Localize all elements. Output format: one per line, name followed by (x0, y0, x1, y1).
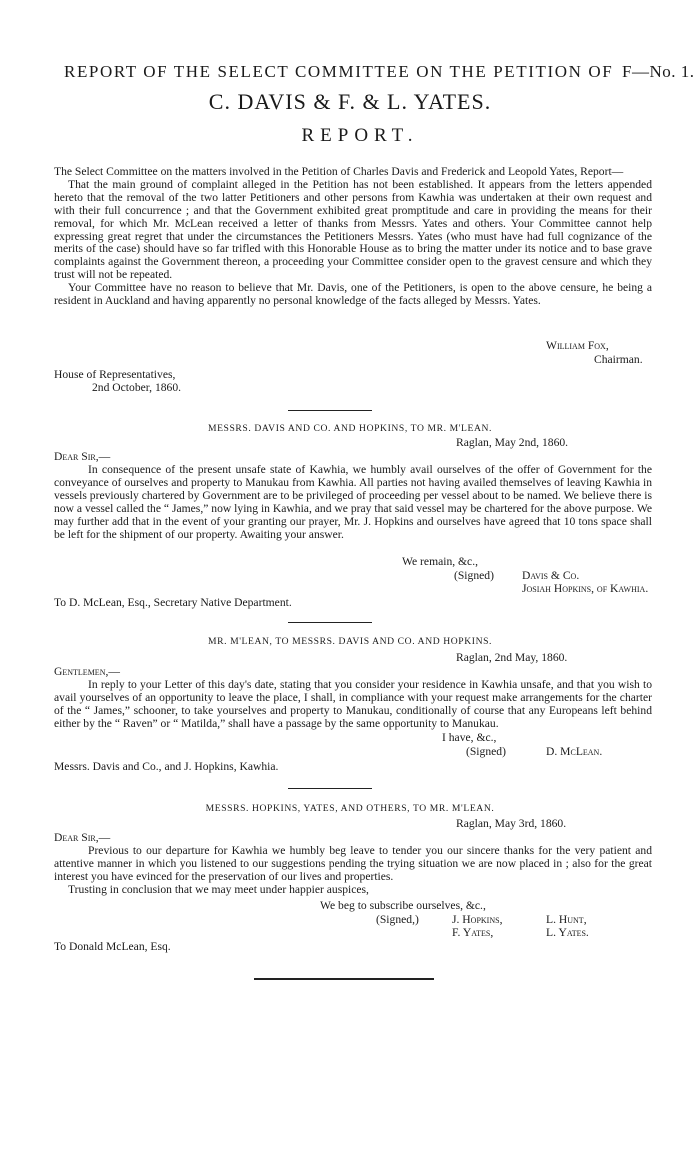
letter-3-addressee: To Donald McLean, Esq. (54, 940, 171, 953)
letter-2-heading: MR. M'LEAN, TO MESSRS. DAVIS AND CO. AND HOPKINS. (207, 636, 493, 647)
running-title: REPORT OF THE SELECT COMMITTEE ON THE PETITION OF (64, 62, 614, 81)
letter-2-salutation: Gentlemen,— (54, 665, 120, 678)
letter-1-closing: We remain, &c., (402, 555, 479, 568)
letter-1-body: In consequence of the present unsafe state of Kawhia, we humbly avail ourselves of the offer of Government for the conveyance of ourselves and property to Manukau from Kawhia. All parties not having availed themselves of leaving Kawhia in vessels previously chartered by Government are to be privileged of proceeding per vessel about to be named. We believe there is now a vessel called the “ James,” now lying in Kawhia, and we pray that said vessel may be chartered for the above purpose. We may further add that in the event of your granting our prayer, Mr. J. Hopkins and ourselves have agreed that 10 tons space shall be left for the shipment of our property. Awaiting your answer. (54, 463, 652, 541)
letter-2-signature: D. McLean. (546, 745, 603, 758)
report-para-1: The Select Committee on the matters involved in the Petition of Charles Davis and Frederick and Leopold Yates, Report— (54, 165, 624, 178)
petitioners-names: C. DAVIS & F. & L. YATES. (208, 89, 492, 114)
letter-3-body-2: Trusting in conclusion that we may meet under happier auspices, (68, 882, 369, 896)
letter-1-addressee: To D. McLean, Esq., Secretary Native Department. (54, 596, 292, 609)
letter-2-signed: (Signed) (466, 745, 506, 758)
report-body (54, 166, 652, 308)
letter-2-closing: I have, &c., (442, 731, 497, 744)
report-signer: William Fox, (546, 339, 609, 352)
letter-3-signature-1: J. Hopkins, (452, 913, 503, 926)
letter-3-heading: MESSRS. HOPKINS, YATES, AND OTHERS, TO MR. M'LEAN. (205, 803, 495, 814)
letter-1-heading: MESSRS. DAVIS AND CO. AND HOPKINS, TO MR. M'LEAN. (207, 423, 493, 434)
letter-3-closing: We beg to subscribe ourselves, &c., (320, 899, 486, 912)
report-signer-title: Chairman. (594, 353, 643, 366)
letter-2-body-block (54, 679, 652, 731)
report-heading: REPORT. (301, 125, 419, 146)
letter-3-signature-3: L. Hunt, (546, 913, 587, 926)
letter-3-salutation: Dear Sir,— (54, 831, 111, 844)
letter-3-body-block (54, 845, 652, 897)
letter-1-signature-1: Davis & Co. (522, 569, 580, 582)
closing-rule (254, 978, 434, 980)
section-divider (288, 410, 372, 411)
report-para-3: Your Committee have no reason to believe that Mr. Davis, one of the Petitioners, is open to the above censure, he being a resident in Auckland and having apparently no personal knowledge of the facts alleged by Messrs. Yates. (54, 281, 652, 308)
report-para-2: That the main ground of complaint alleged in the Petition has not been established. It appears from the letters appended hereto that the removal of the two latter Petitioners and other persons from Kawhia was undertaken at their own request and with their full concurrence ; and that the Government exhibited great promptitude and care in providing the means for their removal, for which Mr. McLean received a letter of thanks from Messrs. Yates and others. Your Committee cannot help expressing great regret that under the circumstances the Petitioners Messrs. Yates (who must have had full cognizance of the merits of the case) should have so far trifled with this Honorable House as to bring the matter under its notice and to base grave complaints against the Government thereon, a proceeding your Committee consider open to the gravest censure and which they trust will not be repeated. (54, 177, 652, 282)
letter-1-dateline: Raglan, May 2nd, 1860. (456, 436, 569, 449)
letter-1-signed: (Signed) (454, 569, 494, 582)
letter-1-signature-2: Josiah Hopkins, of Kawhia. (522, 582, 649, 595)
letter-3-signed: (Signed,) (376, 913, 419, 926)
letter-3-dateline: Raglan, May 3rd, 1860. (456, 817, 567, 830)
letter-3-signature-2: F. Yates, (452, 926, 494, 939)
letter-2-dateline: Raglan, 2nd May, 1860. (456, 651, 568, 664)
letter-1-salutation: Dear Sir,— (54, 450, 111, 463)
paper-code: F—No. 1. (622, 62, 695, 81)
section-divider (288, 622, 372, 623)
letter-3-signature-4: L. Yates. (546, 926, 589, 939)
report-place: House of Representatives, (54, 368, 176, 381)
letter-2-body: In reply to your Letter of this day's date, stating that you consider your residence in Kawhia unsafe, and that you wish to avail yourselves of an opportunity to leave the place, I shall, in compliance with your request make arrangements for the charter of the “ James,” schooner, to take yourselves and property to Manukau, conditionally of course that any Europeans left behind either by the “ Raven” or “ Matilda,” shall have a passage by the same opportunity to Manukau. (54, 678, 652, 730)
section-divider (288, 788, 372, 789)
letter-1-body-block (54, 464, 652, 541)
letter-2-addressee: Messrs. Davis and Co., and J. Hopkins, Kawhia. (54, 760, 279, 773)
letter-3-body: Previous to our departure for Kawhia we humbly beg leave to tender you our sincere thanks for the very patient and attentive manner in which you listened to our suggestions pending the trying situation we are now placed in ; also for the great interest you have evinced for the preservation of our lives and properties. (54, 844, 652, 883)
report-date: 2nd October, 1860. (92, 381, 182, 394)
